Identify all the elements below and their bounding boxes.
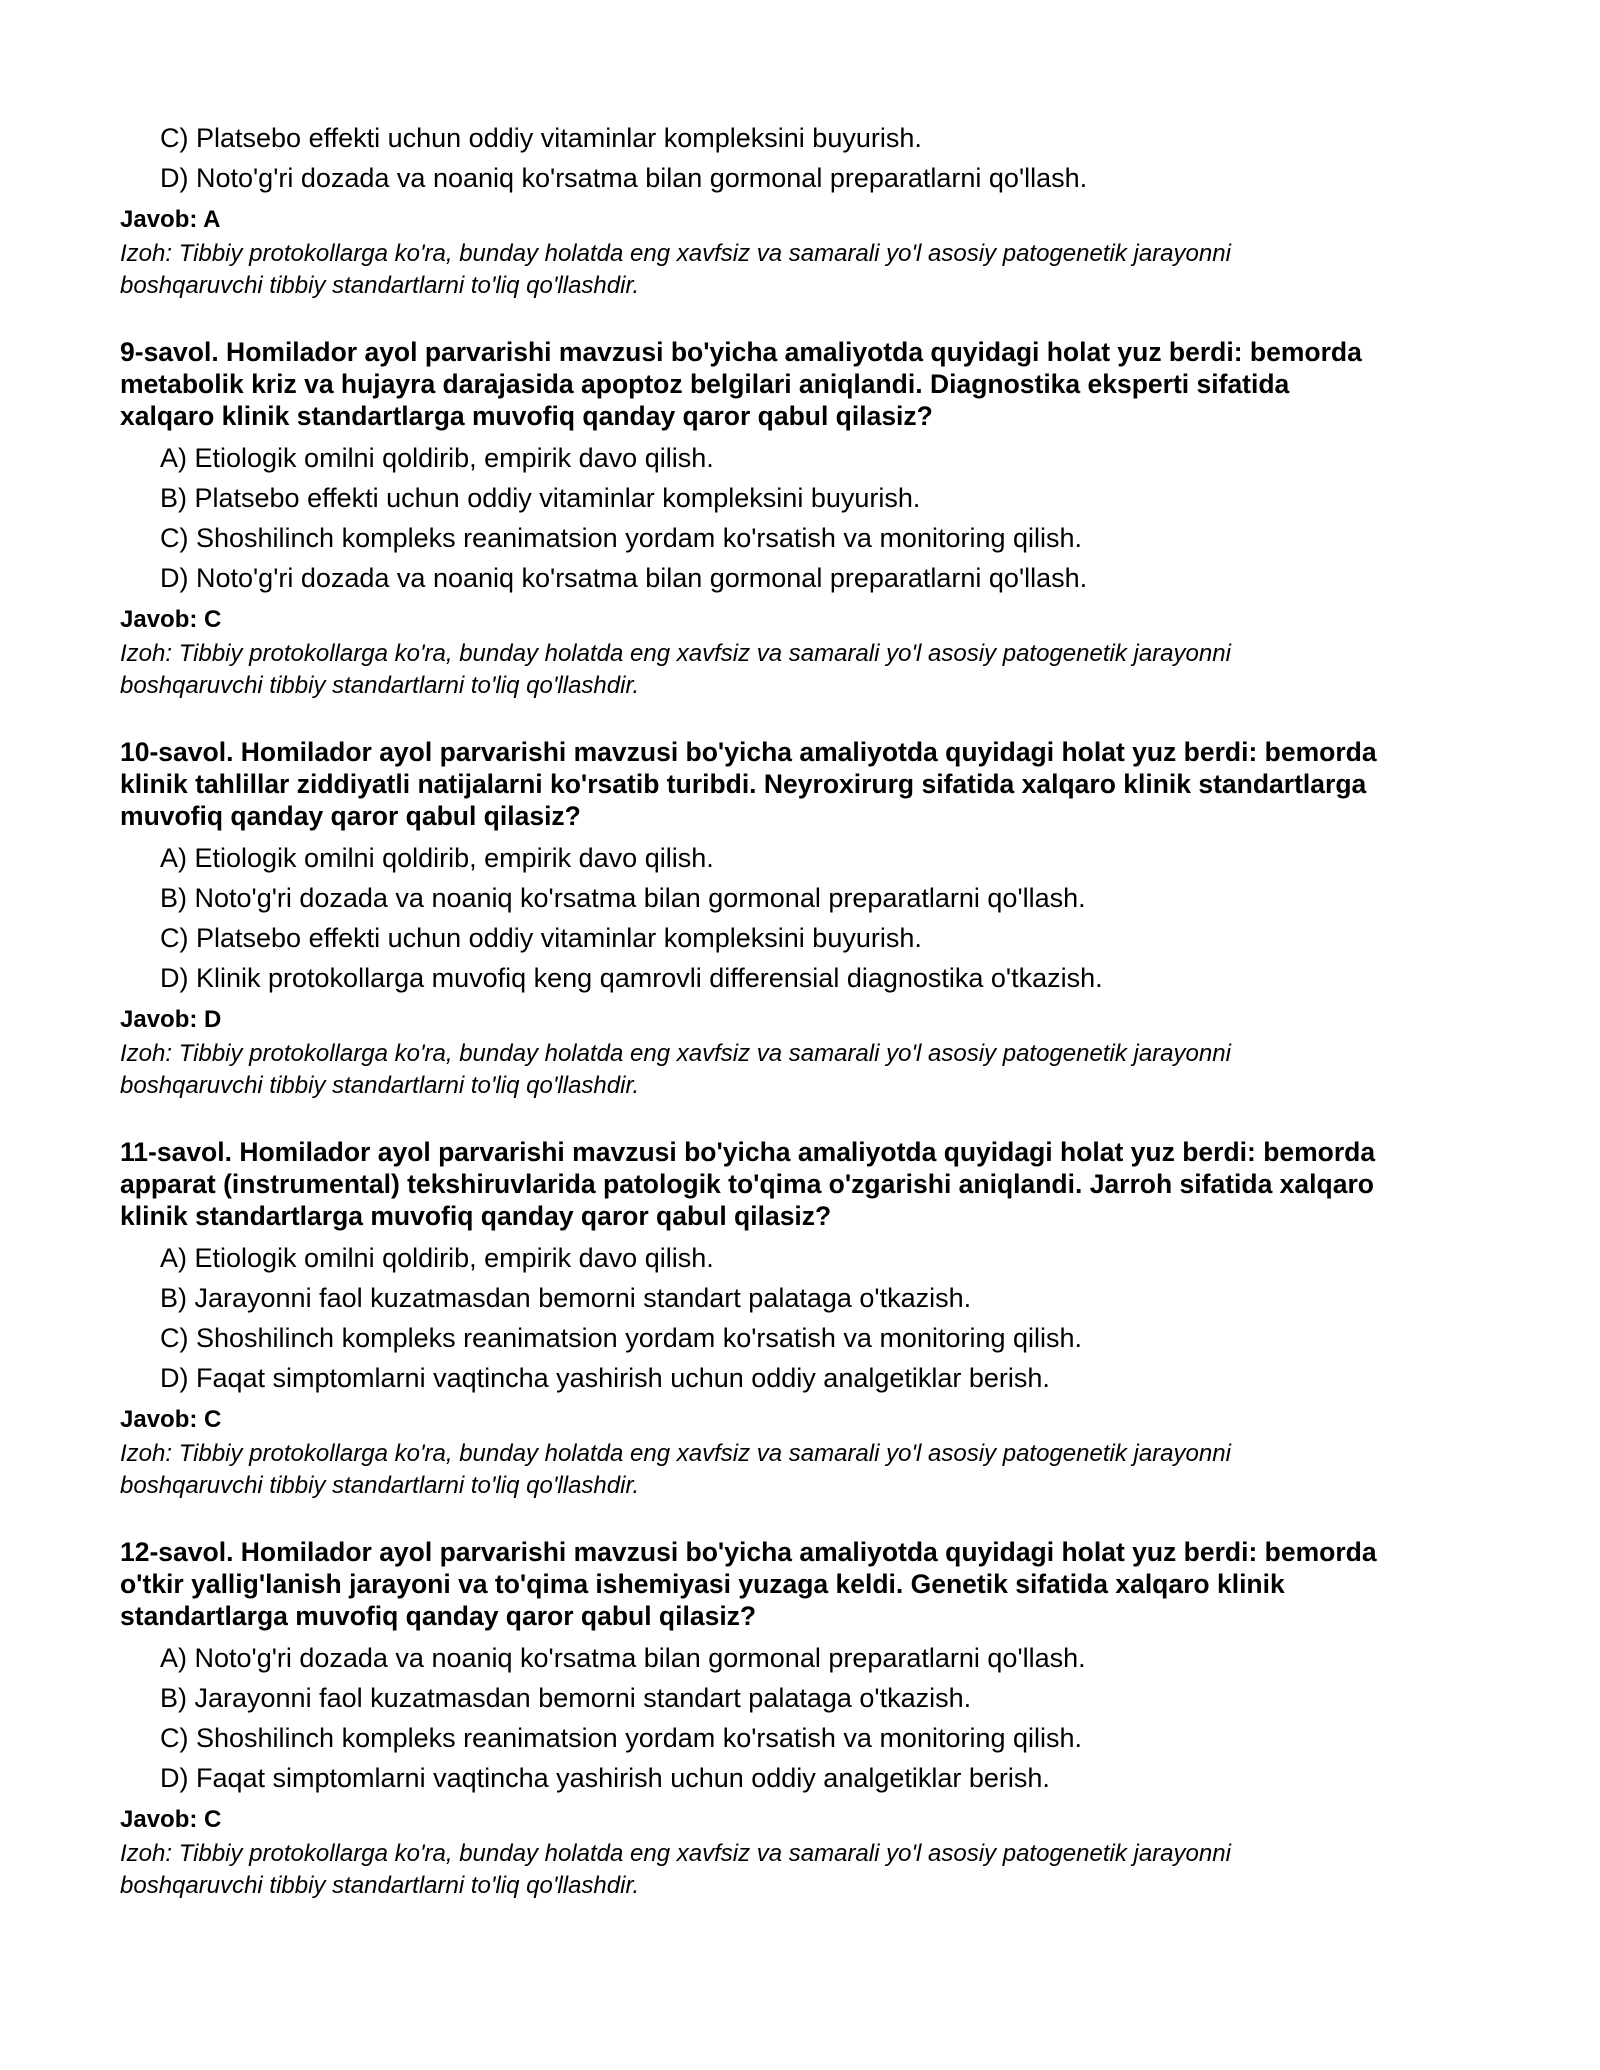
question-line: metabolik kriz va hujayra darajasida apoptoz belgilari aniqlandi. Diagnostika eksperti sifatida	[120, 369, 1290, 399]
question-line: 11-savol. Homilador ayol parvarishi mavzusi bo'yicha amaliyotda quyidagi holat yuz berdi: bemorda	[120, 1137, 1376, 1167]
question-block-11	[120, 1136, 1500, 1502]
question-line: apparat (instrumental) tekshiruvlarida patologik to'qima o'zgarishi aniqlandi. Jarroh sifatida xalqaro	[120, 1169, 1374, 1199]
question-line: xalqaro klinik standartlarga muvofiq qanday qaror qabul qilasiz?	[120, 401, 933, 431]
question-block-12	[120, 1536, 1500, 1902]
option-a: A) Etiologik omilni qoldirib, empirik davo qilish.	[160, 1243, 714, 1273]
explanation-line: Izoh: Tibbiy protokollarga ko'ra, bunday holatda eng xavfsiz va samarali yo'l asosiy patogenetik jarayonni	[120, 1840, 1231, 1867]
explanation-line: Izoh: Tibbiy protokollarga ko'ra, bunday holatda eng xavfsiz va samarali yo'l asosiy patogenetik jarayonni	[120, 640, 1231, 667]
option-c: C) Shoshilinch kompleks reanimatsion yordam ko'rsatish va monitoring qilish.	[160, 1723, 1083, 1753]
explanation-line: boshqaruvchi tibbiy standartlarni to'liq qo'llashdir.	[120, 272, 640, 299]
question-line: 12-savol. Homilador ayol parvarishi mavzusi bo'yicha amaliyotda quyidagi holat yuz berdi: bemorda	[120, 1537, 1377, 1567]
answer-label: Javob: C	[120, 606, 222, 633]
explanation-note	[120, 1838, 1500, 1902]
option-c: C) Shoshilinch kompleks reanimatsion yordam ko'rsatish va monitoring qilish.	[160, 1323, 1083, 1353]
explanation-line: Izoh: Tibbiy protokollarga ko'ra, bunday holatda eng xavfsiz va samarali yo'l asosiy patogenetik jarayonni	[120, 240, 1231, 267]
explanation-line: Izoh: Tibbiy protokollarga ko'ra, bunday holatda eng xavfsiz va samarali yo'l asosiy patogenetik jarayonni	[120, 1440, 1231, 1467]
explanation-line: Izoh: Tibbiy protokollarga ko'ra, bunday holatda eng xavfsiz va samarali yo'l asosiy patogenetik jarayonni	[120, 1040, 1231, 1067]
question-block-9	[120, 336, 1500, 702]
explanation-note	[120, 638, 1500, 702]
question-text	[120, 1136, 1500, 1232]
option-b: B) Noto'g'ri dozada va noaniq ko'rsatma bilan gormonal preparatlarni qo'llash.	[160, 883, 1086, 913]
explanation-note	[120, 1438, 1500, 1502]
answer-label: Javob: D	[120, 1006, 222, 1033]
explanation-line: boshqaruvchi tibbiy standartlarni to'liq qo'llashdir.	[120, 1472, 640, 1499]
question-line: 9-savol. Homilador ayol parvarishi mavzusi bo'yicha amaliyotda quyidagi holat yuz berdi: bemorda	[120, 337, 1362, 367]
document-page	[120, 118, 1500, 1902]
option-b: B) Jarayonni faol kuzatmasdan bemorni standart palataga o'tkazish.	[160, 1283, 972, 1313]
question-line: klinik tahlillar ziddiyatli natijalarni ko'rsatib turibdi. Neyroxirurg sifatida xalqaro klinik standartlarga	[120, 769, 1367, 799]
question-line: o'tkir yallig'lanish jarayoni va to'qima ishemiyasi yuzaga keldi. Genetik sifatida xalqaro klinik	[120, 1569, 1285, 1599]
question-block-10	[120, 736, 1500, 1102]
question-line: standartlarga muvofiq qanday qaror qabul qilasiz?	[120, 1601, 757, 1631]
explanation-note	[120, 1038, 1500, 1102]
answer-label: Javob: C	[120, 1806, 222, 1833]
explanation-line: boshqaruvchi tibbiy standartlarni to'liq qo'llashdir.	[120, 1872, 640, 1899]
option-a: A) Noto'g'ri dozada va noaniq ko'rsatma bilan gormonal preparatlarni qo'llash.	[160, 1643, 1086, 1673]
question-line: muvofiq qanday qaror qabul qilasiz?	[120, 801, 581, 831]
question-line: klinik standartlarga muvofiq qanday qaror qabul qilasiz?	[120, 1201, 832, 1231]
question-text	[120, 336, 1500, 432]
explanation-line: boshqaruvchi tibbiy standartlarni to'liq qo'llashdir.	[120, 1072, 640, 1099]
question-text	[120, 736, 1500, 832]
option-b: B) Jarayonni faol kuzatmasdan bemorni standart palataga o'tkazish.	[160, 1683, 972, 1713]
option-d: D) Klinik protokollarga muvofiq keng qamrovli differensial diagnostika o'tkazish.	[160, 963, 1103, 993]
explanation-line: boshqaruvchi tibbiy standartlarni to'liq qo'llashdir.	[120, 672, 640, 699]
question-text	[120, 1536, 1500, 1632]
question-block-continued	[120, 118, 1500, 302]
question-line: 10-savol. Homilador ayol parvarishi mavzusi bo'yicha amaliyotda quyidagi holat yuz berdi: bemorda	[120, 737, 1377, 767]
option-d: D) Faqat simptomlarni vaqtincha yashirish uchun oddiy analgetiklar berish.	[160, 1363, 1050, 1393]
explanation-note	[120, 238, 1500, 302]
option-c: C) Shoshilinch kompleks reanimatsion yordam ko'rsatish va monitoring qilish.	[160, 523, 1083, 553]
answer-label: Javob: C	[120, 1406, 222, 1433]
option-c: C) Platsebo effekti uchun oddiy vitaminlar kompleksini buyurish.	[160, 923, 922, 953]
option-b: B) Platsebo effekti uchun oddiy vitaminlar kompleksini buyurish.	[160, 483, 921, 513]
option-c: C) Platsebo effekti uchun oddiy vitaminlar kompleksini buyurish.	[160, 123, 922, 153]
option-a: A) Etiologik omilni qoldirib, empirik davo qilish.	[160, 443, 714, 473]
option-d: D) Noto'g'ri dozada va noaniq ko'rsatma bilan gormonal preparatlarni qo'llash.	[160, 563, 1088, 593]
answer-label: Javob: A	[120, 206, 221, 233]
option-d: D) Noto'g'ri dozada va noaniq ko'rsatma bilan gormonal preparatlarni qo'llash.	[160, 163, 1088, 193]
option-a: A) Etiologik omilni qoldirib, empirik davo qilish.	[160, 843, 714, 873]
option-d: D) Faqat simptomlarni vaqtincha yashirish uchun oddiy analgetiklar berish.	[160, 1763, 1050, 1793]
